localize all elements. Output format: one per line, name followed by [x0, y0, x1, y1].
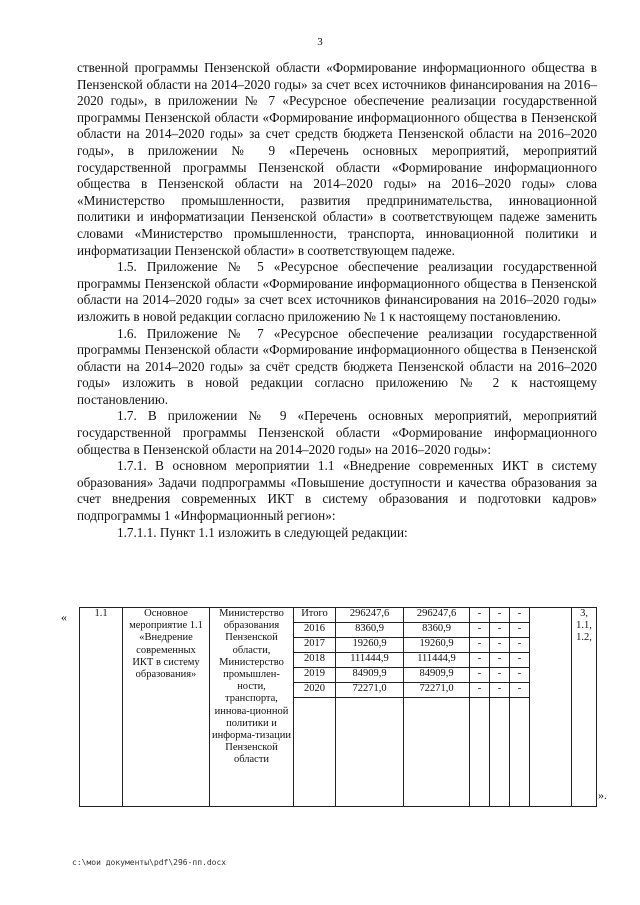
dash-cell: -	[470, 668, 490, 683]
page-number: 3	[317, 36, 323, 48]
row-label: Итого	[294, 608, 336, 623]
dash-cell: -	[510, 668, 530, 683]
empty-cell	[470, 698, 490, 807]
closing-quote: ».	[598, 788, 607, 802]
empty-cell	[530, 608, 572, 807]
total-value: 111444,9	[336, 653, 404, 668]
dash-cell: -	[470, 653, 490, 668]
dash-cell: -	[470, 608, 490, 623]
dash-cell: -	[510, 608, 530, 623]
empty-cell	[336, 698, 404, 807]
paragraph-continuation: ственной программы Пензенской области «Формирование информационного общества в Пензенской области на 2014–2020 годы» за счет всех источников финансирования на 2016–2020 годы», в приложении № 7 «Ресурсное обеспечение реализации государственной программы Пензенской области «Формирование информационного общества в Пензенской области на 2014–2020 годы» за счет средств бюджета Пензенской области на 2016–2020 годы», в приложении № 9 «Перечень основных мероприятий, мероприятий государственной программы Пензенской области «Формирование информационного общества в Пензенской области на 2014–2020 годы» на 2016–2020 годы» слова «Министерство промышленности, развития предпринимательства, инновационной политики и информатизации Пензенской области» в соответствующем падеже заменить словами «Министерство промышленности, транспорта, инновационной политики и информатизации Пензенской области» в соответствующем падеже.	[77, 60, 597, 258]
dash-cell: -	[470, 623, 490, 638]
paragraph-1-7-1: 1.7.1. В основном мероприятии 1.1 «Внедрение современных ИКТ в систему образования» Задачи подпрограммы «Повышение доступности и качества образования за счет внедрения современных ИКТ в систему образования и подготовки кадров» подпрограммы 1 «Информационный регион»:	[77, 458, 597, 524]
document-body	[77, 60, 597, 541]
total-value: 8360,9	[336, 623, 404, 638]
dash-cell: -	[470, 638, 490, 653]
row-label: 2018	[294, 653, 336, 668]
measure-name: Основное мероприятие 1.1 «Внедрение современных ИКТ в систему образования»	[123, 608, 210, 807]
dash-cell: -	[470, 683, 490, 698]
dash-cell: -	[510, 683, 530, 698]
empty-cell	[404, 698, 470, 807]
paragraph-1-6: 1.6. Приложение № 7 «Ресурсное обеспечение реализации государственной программы Пензенской области «Формирование информационного общества в Пензенской области на 2014–2020 годы» за счёт средств бюджета Пензенской области на 2016–2020 годы» изложить в новой редакции согласно приложению № 2 к настоящему постановлению.	[77, 325, 597, 407]
empty-cell	[490, 698, 510, 807]
total-value: 84909,9	[336, 668, 404, 683]
paragraph-1-5: 1.5. Приложение № 5 «Ресурсное обеспечение реализации государственной программы Пензенской области «Формирование информационного общества в Пензенской области на 2014–2020 годы» за счет всех источников финансирования на 2016–2020 годы» изложить в новой редакции согласно приложению № 1 к настоящему постановлению.	[77, 259, 597, 324]
empty-cell	[510, 698, 530, 807]
dash-cell: -	[490, 623, 510, 638]
total-value: 72271,0	[336, 683, 404, 698]
total-value: 296247,6	[336, 608, 404, 623]
paragraph-1-7-1-1: 1.7.1.1. Пункт 1.1 изложить в следующей редакции:	[117, 524, 408, 540]
indicators: 3, 1.1, 1.2,	[572, 608, 597, 807]
budget-value: 296247,6	[404, 608, 470, 623]
dash-cell: -	[490, 683, 510, 698]
opening-quote: «	[61, 610, 67, 624]
row-label: 2017	[294, 638, 336, 653]
table-row	[80, 608, 597, 623]
executor: Министерство образования Пензенской области, Министерство промышлен-ности, транспорта, иннова-ционной политики и информа-тизации Пензенской области	[210, 608, 294, 807]
budget-value: 8360,9	[404, 623, 470, 638]
dash-cell: -	[510, 638, 530, 653]
total-value: 19260,9	[336, 638, 404, 653]
budget-value: 72271,0	[404, 683, 470, 698]
dash-cell: -	[490, 608, 510, 623]
item-number: 1.1	[80, 608, 123, 807]
budget-value: 19260,9	[404, 638, 470, 653]
program-table	[79, 607, 597, 807]
row-label: 2016	[294, 623, 336, 638]
empty-cell	[294, 698, 336, 807]
dash-cell: -	[490, 668, 510, 683]
paragraph-1-7: 1.7. В приложении № 9 «Перечень основных мероприятий, мероприятий государственной программы Пензенской области «Формирование информационного общества в Пензенской области на 2014–2020 годы» на 2016–2020 годы»:	[77, 408, 597, 457]
budget-value: 84909,9	[404, 668, 470, 683]
footer-file-path: c:\мои документы\pdf\296-пп.docx	[72, 858, 227, 867]
budget-value: 111444,9	[404, 653, 470, 668]
dash-cell: -	[490, 638, 510, 653]
row-label: 2020	[294, 683, 336, 698]
dash-cell: -	[490, 653, 510, 668]
row-label: 2019	[294, 668, 336, 683]
dash-cell: -	[510, 653, 530, 668]
dash-cell: -	[510, 623, 530, 638]
